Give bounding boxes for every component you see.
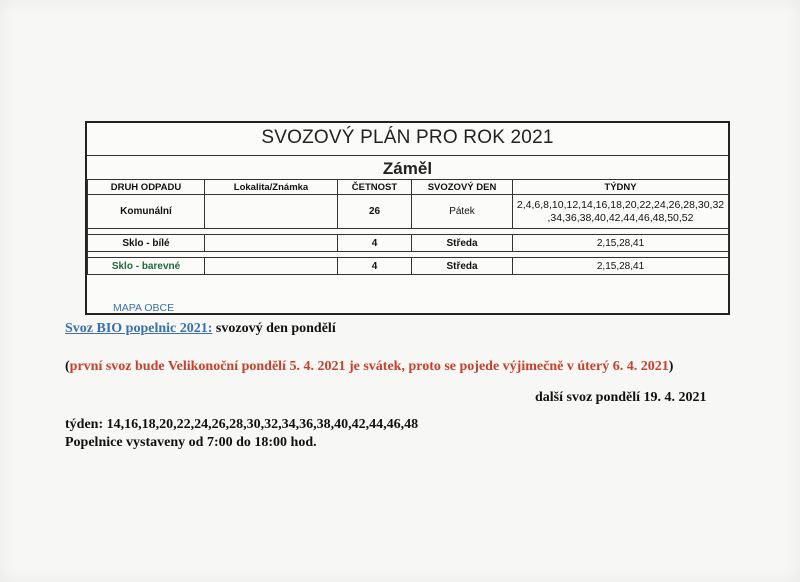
schedule-table [87, 179, 729, 275]
bio-collection-day: svozový den pondělí [212, 321, 336, 336]
notice-close-paren: ) [668, 359, 674, 374]
waste-type: Sklo - bílé [88, 235, 205, 252]
table-row [88, 258, 729, 275]
location [205, 258, 338, 275]
header-frequency: ČETNOST [338, 180, 412, 195]
holiday-notice [65, 359, 673, 375]
weeks-line-1: 2,4,6,8,10,12,14,16,18,20,22,24,26,28,30,32 [516, 198, 725, 211]
schedule-title: SVOZOVÝ PLÁN PRO ROK 2021 [261, 127, 554, 148]
frequency: 26 [338, 195, 412, 229]
header-weeks: TÝDNY [513, 180, 729, 195]
weeks: 2,15,28,41 [513, 258, 729, 275]
frequency: 4 [338, 258, 412, 275]
pickup-day: Středa [412, 235, 513, 252]
schedule-table-frame [85, 121, 730, 315]
table-header-row [88, 180, 729, 195]
bin-hours: Popelnice vystaveny od 7:00 do 18:00 hod. [65, 435, 317, 450]
table-row [88, 235, 729, 252]
waste-type: Sklo - barevné [88, 258, 205, 275]
header-pickup-day: SVOZOVÝ DEN [412, 180, 513, 195]
bio-collection-link[interactable]: Svoz BIO popelnic 2021: [65, 321, 213, 336]
location [205, 235, 338, 252]
bio-weeks: týden: 14,16,18,20,22,24,26,28,30,32,34,36,38,40,42,44,46,48 [65, 417, 419, 432]
location [205, 195, 338, 229]
notice-text: první svoz bude Velikonoční pondělí 5. 4. 2021 je svátek, proto se pojede výjimečně v úterý 6. 4. 2021 [69, 359, 669, 374]
weeks: 2,15,28,41 [513, 235, 729, 252]
title-divider [87, 155, 728, 156]
table-row [88, 195, 729, 229]
header-location: Lokalita/Známka [205, 180, 338, 195]
bio-collection-line [65, 321, 336, 337]
next-pickup: další svoz pondělí 19. 4. 2021 [535, 390, 707, 405]
waste-type: Komunální [88, 195, 205, 229]
village-map-link[interactable]: MAPA OBCE [113, 302, 175, 314]
header-waste-type: DRUH ODPADU [88, 180, 205, 195]
village-name: Záměl [382, 159, 433, 178]
weeks-line-2: ,34,36,38,40,42,44,46,48,50,52 [547, 211, 694, 224]
pickup-day: Pátek [412, 195, 513, 229]
weeks [513, 195, 729, 229]
frequency: 4 [338, 235, 412, 252]
pickup-day: Středa [412, 258, 513, 275]
notice-open-paren: ( [65, 359, 70, 374]
